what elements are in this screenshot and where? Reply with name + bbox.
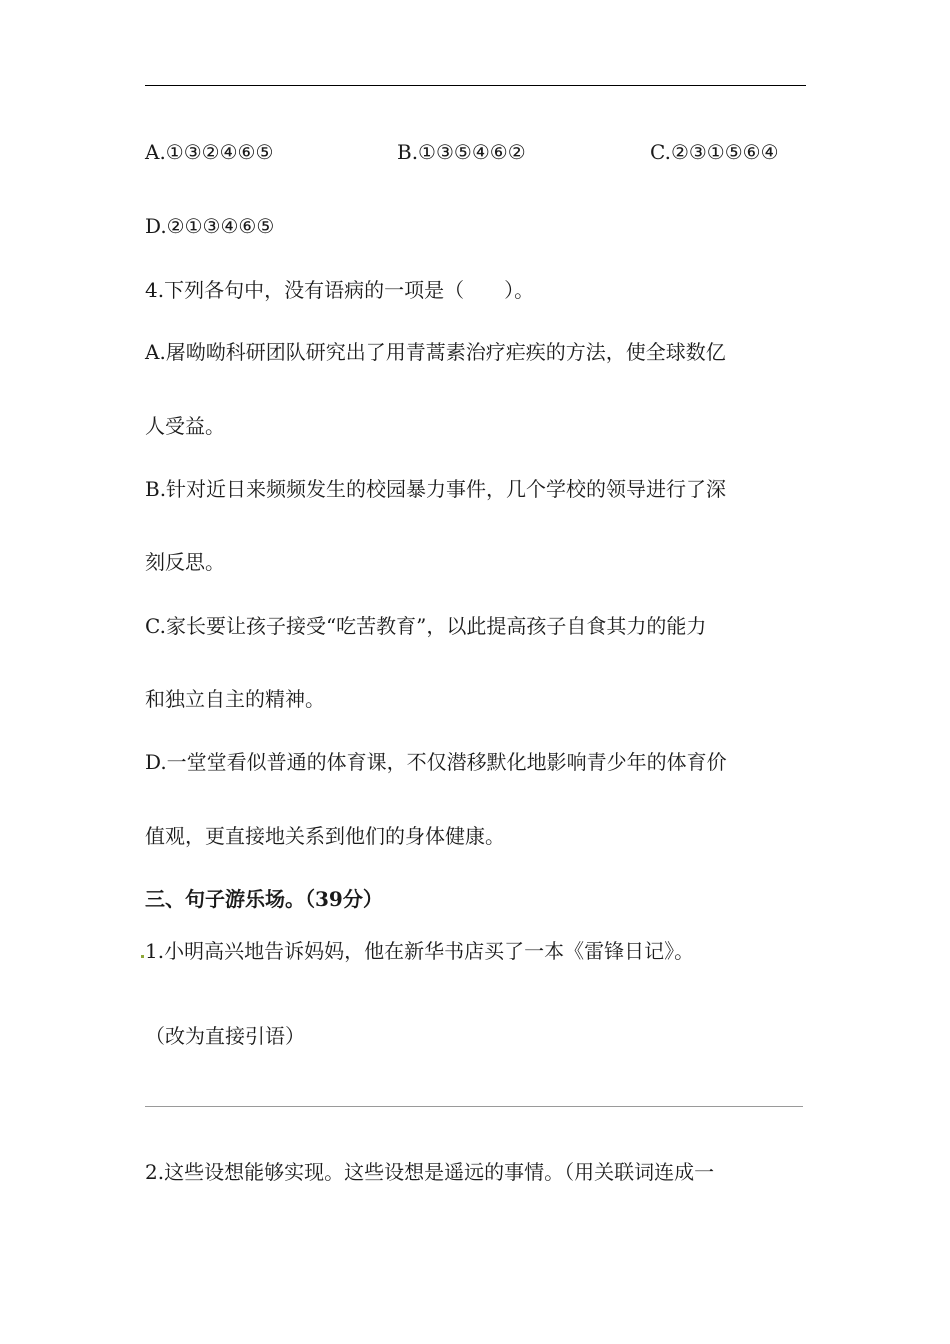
top-divider [145,85,806,86]
s3-q2-line1: 2.这些设想能够实现。这些设想是遥远的事情。（用关联词连成一 [145,1160,715,1184]
answer-line[interactable] [145,1106,803,1107]
q3-option-c: C.②③①⑤⑥④ [650,140,779,164]
q4-option-b-line2: 刻反思。 [145,550,225,574]
q4-stem: 4.下列各句中，没有语病的一项是（ ）。 [145,278,535,302]
s3-q1-line2: （改为直接引语） [145,1024,305,1048]
q4-option-b-line1: B.针对近日来频频发生的校园暴力事件，几个学校的领导进行了深 [145,477,727,501]
s3-q1-line1: 1.小明高兴地告诉妈妈，他在新华书店买了一本《雷锋日记》。 [145,939,695,963]
section-three-heading: 三、句子游乐场。（39分） [145,887,383,911]
q3-option-a: A.①③②④⑥⑤ [145,140,274,164]
q4-option-d-line1: D.一堂堂看似普通的体育课，不仅潜移默化地影响青少年的体育价 [145,750,727,774]
q4-option-c-line1: C.家长要让孩子接受“吃苦教育”，以此提高孩子自食其力的能力 [145,614,707,638]
q4-option-c-line2: 和独立自主的精神。 [145,687,325,711]
q3-option-b: B.①③⑤④⑥② [397,140,526,164]
q3-option-d: D.②①③④⑥⑤ [145,214,275,238]
text-marker [141,955,144,958]
q4-option-a-line2: 人受益。 [145,414,225,438]
q4-option-d-line2: 值观，更直接地关系到他们的身体健康。 [145,824,505,848]
q4-option-a-line1: A.屠呦呦科研团队研究出了用青蒿素治疗疟疾的方法，使全球数亿 [145,340,726,364]
